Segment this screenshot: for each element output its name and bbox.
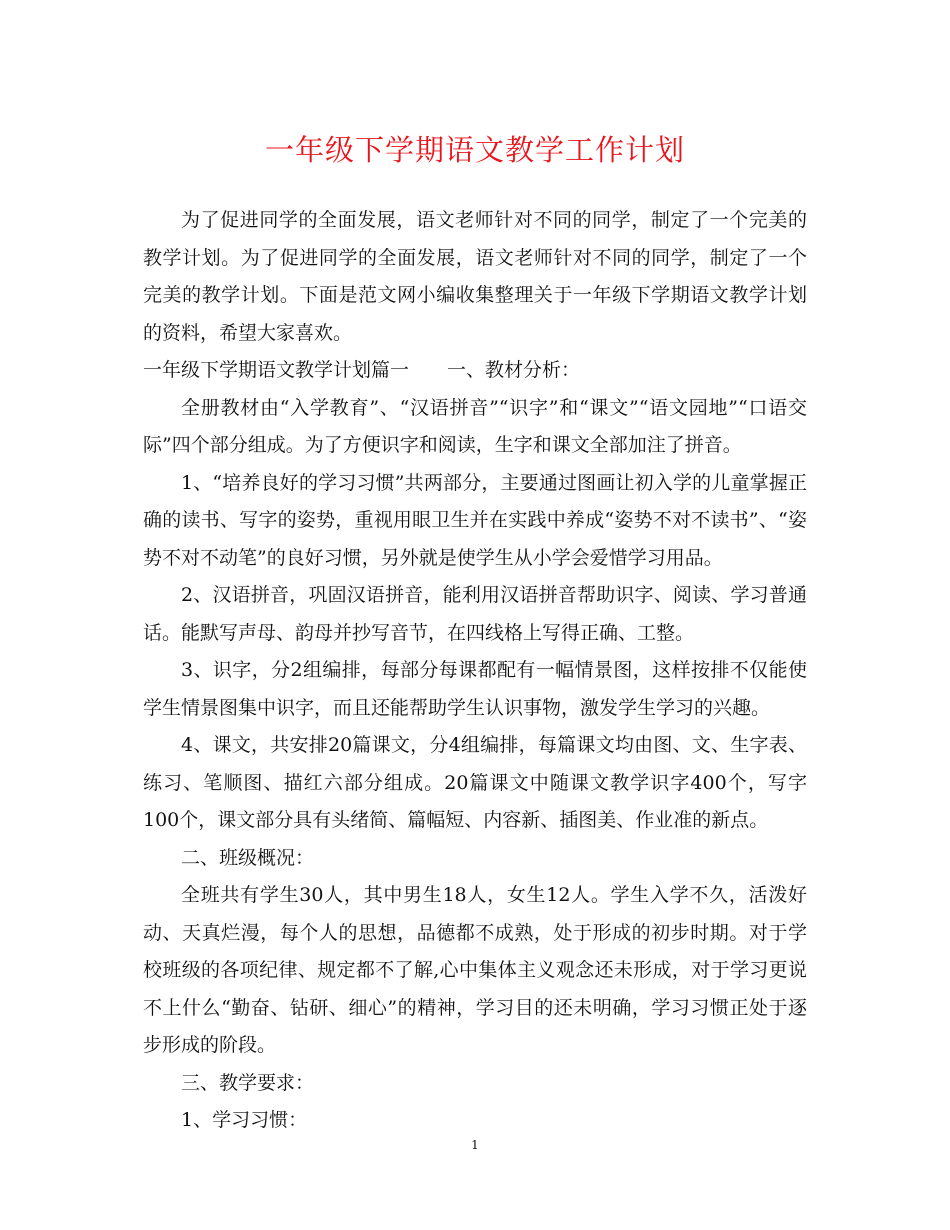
document-body [143,202,807,1140]
study-habits-paragraph: 1、“培养良好的学习习惯”共两部分，主要通过图画让初入学的儿童掌握正确的读书、写字的姿势，重视用眼卫生并在实践中养成“姿势不对不读书”、“姿势不对不动笔”的良好习惯，另外就是使学生从小学会爱惜学习用品。 [143,471,807,569]
section-heading-textbook-analysis: 一年级下学期语文教学计划篇一 一、教材分析： [143,359,581,381]
class-overview-paragraph: 全班共有学生30人，其中男生18人，女生12人。学生入学不久，活泼好动、天真烂漫，每个人的思想，品德都不成熟，处于形成的初步时期。对于学校班级的各项纪律、规定都不了解,心中集体主义观念还未形成，对于学习更说不上什么“勤奋、钻研、细心”的精神，学习目的还未明确，学习习惯正处于逐步形成的阶段。 [143,884,807,1056]
intro-paragraph: 为了促进同学的全面发展，语文老师针对不同的同学，制定了一个完美的教学计划。为了促进同学的全面发展，语文老师针对不同的同学，制定了一个完美的教学计划。下面是范文网小编收集整理关于一年级下学期语文教学计划的资料，希望大家喜欢。 [143,209,807,344]
page-number: 1 [471,1138,479,1152]
textbook-overview-paragraph: 全册教材由“入学教育”、“汉语拼音”“识字”和“课文”“语文园地”“口语交际”四个部分组成。为了方便识字和阅读，生字和课文全部加注了拼音。 [143,396,807,456]
study-habits-heading: 1、学习习惯： [181,1109,308,1131]
literacy-paragraph: 3、识字，分2组编排，每部分每课都配有一幅情景图，这样按排不仅能使学生情景图集中识字，而且还能帮助学生认识事物，激发学生学习的兴趣。 [143,659,807,719]
texts-paragraph: 4、课文，共安排20篇课文，分4组编排，每篇课文均由图、文、生字表、练习、笔顺图、描红六部分组成。20篇课文中随课文教学识字400个，写字100个，课文部分具有头绪简、篇幅短、内容新、插图美、作业准的新点。 [143,734,807,831]
section-heading-class-overview: 二、班级概况： [181,846,315,869]
pinyin-paragraph: 2、汉语拼音，巩固汉语拼音，能利用汉语拼音帮助识字、阅读、学习普通话。能默写声母、韵母并抄写音节，在四线格上写得正确、工整。 [143,584,807,644]
section-heading-teaching-requirements: 三、教学要求： [181,1071,315,1094]
document-title: 一年级下学期语文教学工作计划 [264,133,685,167]
